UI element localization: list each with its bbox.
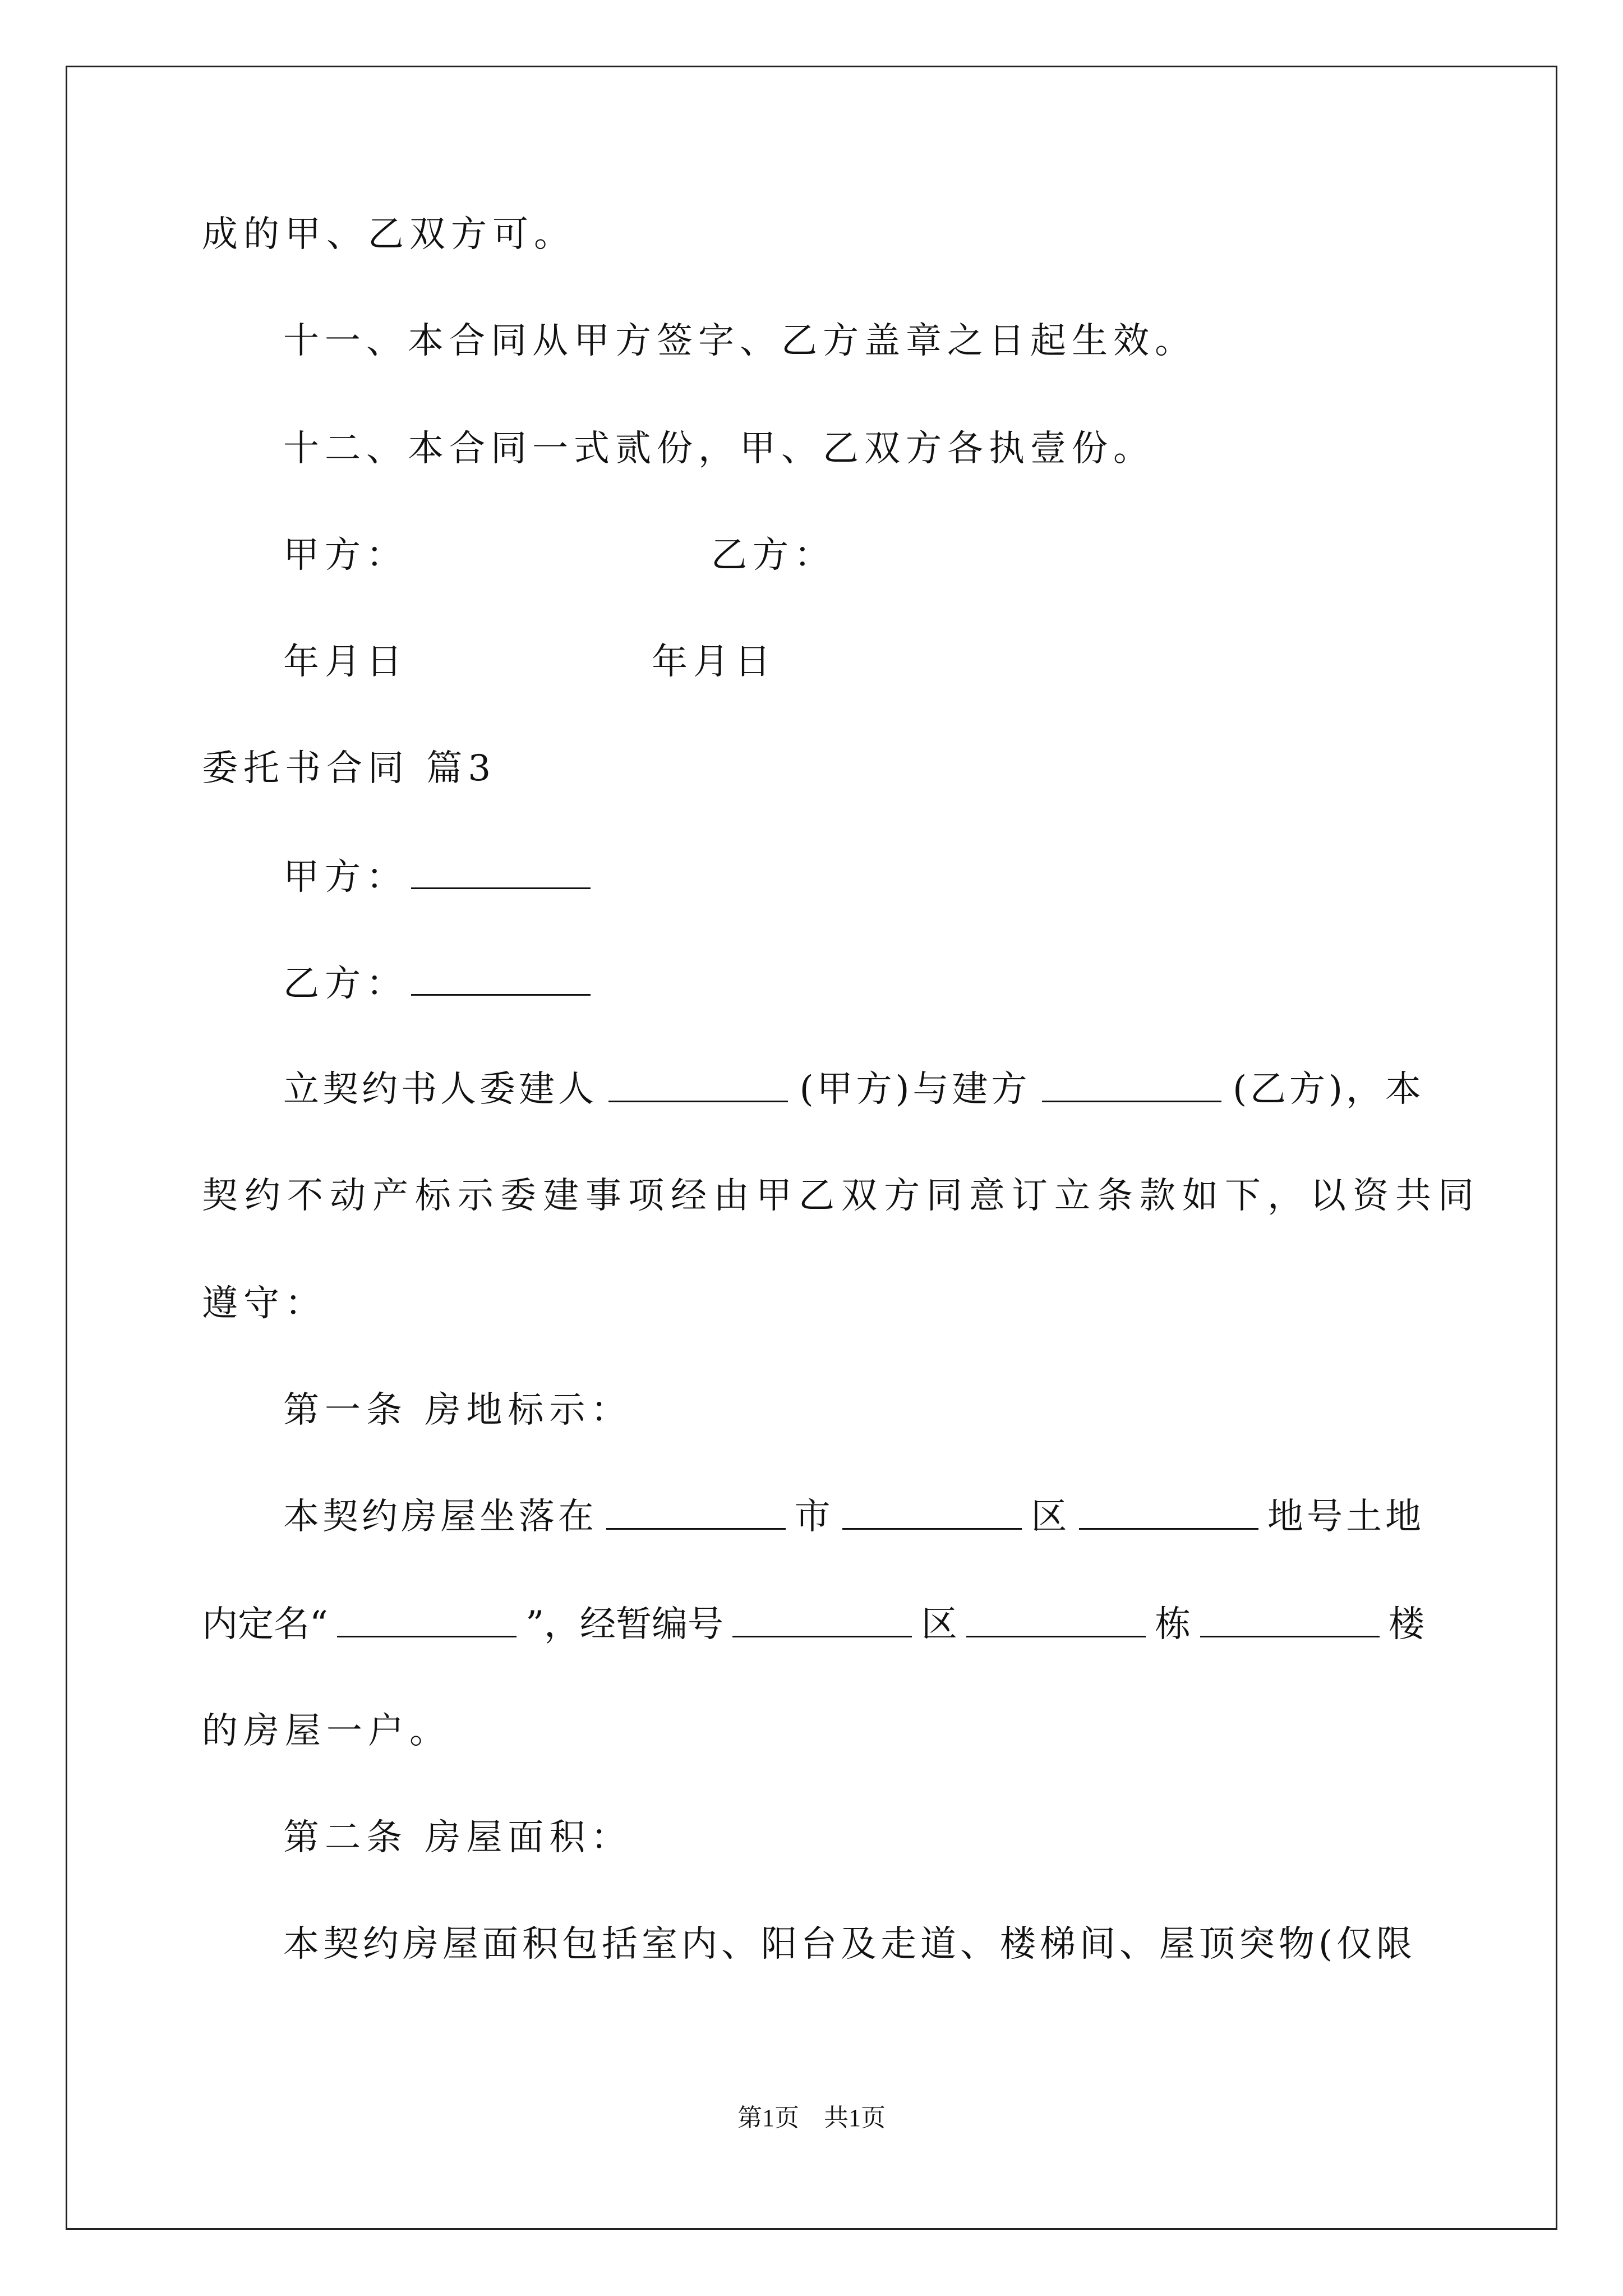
party-b-signature-label: 乙方： <box>711 535 836 576</box>
p1-segment-c: (乙方)，本 <box>1233 1069 1424 1110</box>
location-line-3: 的房屋一户。 <box>202 1710 451 1752</box>
client-name-blank[interactable] <box>608 1067 788 1102</box>
section-heading: 委托书合同 篇3 <box>202 748 497 789</box>
party-a-signature-label: 甲方： <box>283 535 408 576</box>
clause-twelve: 十二、本合同一式贰份，甲、乙双方各执壹份。 <box>283 428 1155 470</box>
party-b-blank[interactable] <box>411 960 591 996</box>
building-blank[interactable] <box>966 1602 1146 1637</box>
loc-segment-b: 市 <box>794 1496 834 1538</box>
location-line-1 <box>283 1494 1424 1539</box>
paragraph-1-line-3: 遵守： <box>202 1283 326 1324</box>
p1-segment-a: 立契约书人委建人 <box>283 1069 597 1110</box>
page-frame <box>66 66 1557 2230</box>
lot-number-blank[interactable] <box>1079 1494 1258 1530</box>
loc-segment-d: 地号土地 <box>1267 1496 1424 1538</box>
loc2-segment-b: ”，经暂编号 <box>525 1604 724 1645</box>
page-current: 第1页 <box>737 2104 799 2132</box>
loc2-segment-d: 栋 <box>1155 1604 1191 1645</box>
page-footer <box>0 2101 1623 2135</box>
article-one-heading: 第一条 房地标示： <box>283 1389 633 1431</box>
paragraph-1-line-2: 契约不动产标示委建事项经由甲乙双方同意订立条款如下，以资共同 <box>202 1175 1481 1217</box>
loc-segment-a: 本契约房屋坐落在 <box>283 1496 597 1538</box>
loc2-segment-a: 内定名“ <box>202 1604 328 1645</box>
location-line-2 <box>202 1602 1424 1647</box>
loc2-segment-e: 楼 <box>1388 1604 1424 1645</box>
party-b-line <box>283 960 594 1006</box>
party-a-line <box>283 854 594 900</box>
temp-number-blank[interactable] <box>732 1602 912 1637</box>
loc-segment-c: 区 <box>1031 1496 1071 1538</box>
p1-segment-b: (甲方)与建方 <box>799 1069 1031 1110</box>
page-total: 共1页 <box>824 2104 886 2132</box>
party-a-label: 甲方： <box>283 857 408 898</box>
district-blank[interactable] <box>842 1494 1022 1530</box>
party-b-label: 乙方： <box>283 963 408 1005</box>
area-description-line: 本契约房屋面积包括室内、阳台及走道、楼梯间、屋顶突物(仅限 <box>283 1924 1416 1965</box>
party-a-blank[interactable] <box>411 854 591 889</box>
loc2-segment-c: 区 <box>921 1604 957 1645</box>
builder-name-blank[interactable] <box>1042 1067 1221 1102</box>
property-name-blank[interactable] <box>337 1602 517 1637</box>
paragraph-1-line-1 <box>283 1067 1424 1112</box>
city-blank[interactable] <box>606 1494 786 1530</box>
clause-eleven: 十一、本合同从甲方签字、乙方盖章之日起生效。 <box>283 320 1196 362</box>
party-a-date: 年月日 <box>283 641 408 683</box>
article-two-heading: 第二条 房屋面积： <box>283 1817 633 1858</box>
text-line-1: 成的甲、乙双方可。 <box>202 214 575 255</box>
floor-blank[interactable] <box>1200 1602 1380 1637</box>
party-b-date: 年月日 <box>652 641 776 683</box>
